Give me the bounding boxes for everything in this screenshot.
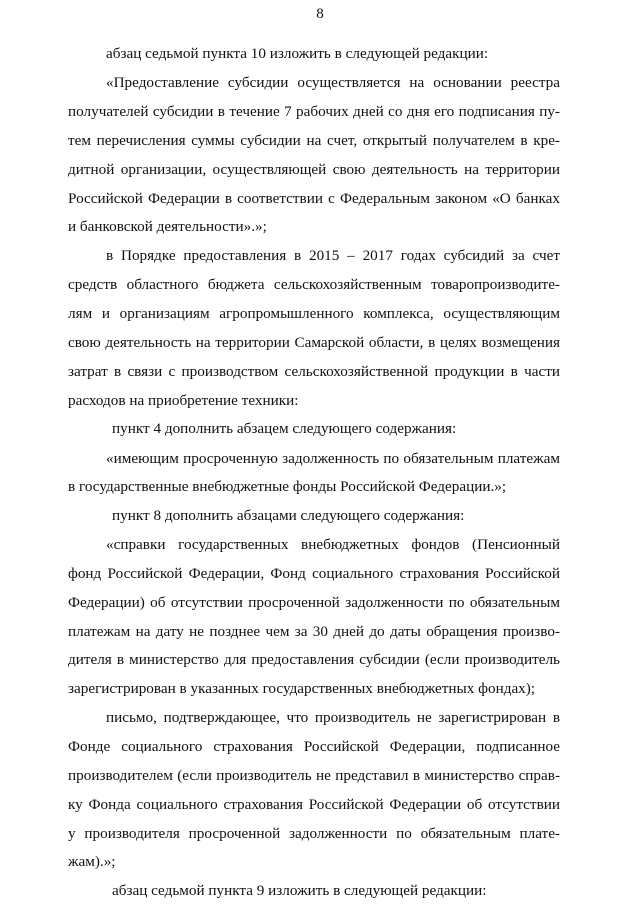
paragraph-line: затрат в связи с производством сельскохозяйственной продукции в части bbox=[68, 363, 560, 380]
paragraph-line: фонд Российской Федерации, Фонд социального страхования Российской bbox=[68, 565, 560, 582]
paragraph-line: производителем (если производитель не представил в министерство справ- bbox=[68, 767, 560, 784]
paragraph-line: пункт 4 дополнить абзацем следующего содержания: bbox=[112, 420, 457, 437]
paragraph-line: жам).»; bbox=[68, 853, 116, 870]
paragraph-line: «справки государственных внебюджетных фондов (Пенсионный bbox=[106, 536, 560, 553]
paragraph-line: расходов на приобретение техники: bbox=[68, 392, 299, 409]
paragraph-line: в Порядке предоставления в 2015 – 2017 годах субсидий за счет bbox=[106, 247, 560, 264]
paragraph-line: платежам на дату не позднее чем за 30 дней до даты обращения произво- bbox=[68, 623, 560, 640]
paragraph-line: получателей субсидии в течение 7 рабочих дней со дня его подписания пу- bbox=[68, 103, 560, 120]
paragraph-line: тем перечисления суммы субсидии на счет, открытый получателем в кре- bbox=[68, 132, 560, 149]
paragraph-line: абзац седьмой пункта 9 изложить в следующей редакции: bbox=[112, 882, 487, 899]
paragraph-line: у производителя просроченной задолженности по обязательным плате- bbox=[68, 825, 560, 842]
paragraph-line: пункт 8 дополнить абзацами следующего содержания: bbox=[112, 507, 465, 524]
paragraph-line: лям и организациям агропромышленного комплекса, осуществляющим bbox=[68, 305, 560, 322]
paragraph-line: Российской Федерации в соответствии с Федеральным законом «О банках bbox=[68, 190, 560, 207]
paragraph-line: свою деятельность на территории Самарской области, в целях возмещения bbox=[68, 334, 560, 351]
paragraph-line: зарегистрирован в указанных государственных внебюджетных фондах); bbox=[68, 680, 536, 697]
paragraph-line: ку Фонда социального страхования Российской Федерации об отсутствии bbox=[68, 796, 560, 813]
paragraph-line: в государственные внебюджетные фонды Российской Федерации.»; bbox=[68, 478, 507, 495]
paragraph-line: Федерации) об отсутствии просроченной задолженности по обязательным bbox=[68, 594, 560, 611]
paragraph-line: абзац седьмой пункта 10 изложить в следующей редакции: bbox=[106, 45, 489, 62]
paragraph-line: «Предоставление субсидии осуществляется на основании реестра bbox=[106, 74, 560, 91]
paragraph-line: «имеющим просроченную задолженность по обязательным платежам bbox=[106, 450, 560, 467]
paragraph-line: Фонде социального страхования Российской Федерации, подписанное bbox=[68, 738, 560, 755]
paragraph-line: и банковской деятельности».»; bbox=[68, 218, 267, 235]
paragraph-line: дитной организации, осуществляющей свою деятельность на территории bbox=[68, 161, 560, 178]
page-number: 8 bbox=[316, 6, 324, 22]
paragraph-line: дителя в министерство для предоставления субсидии (если производитель bbox=[68, 651, 560, 668]
paragraph-line: средств областного бюджета сельскохозяйственным товаропроизводите- bbox=[68, 276, 560, 293]
paragraph-line: письмо, подтверждающее, что производитель не зарегистрирован в bbox=[106, 709, 560, 726]
